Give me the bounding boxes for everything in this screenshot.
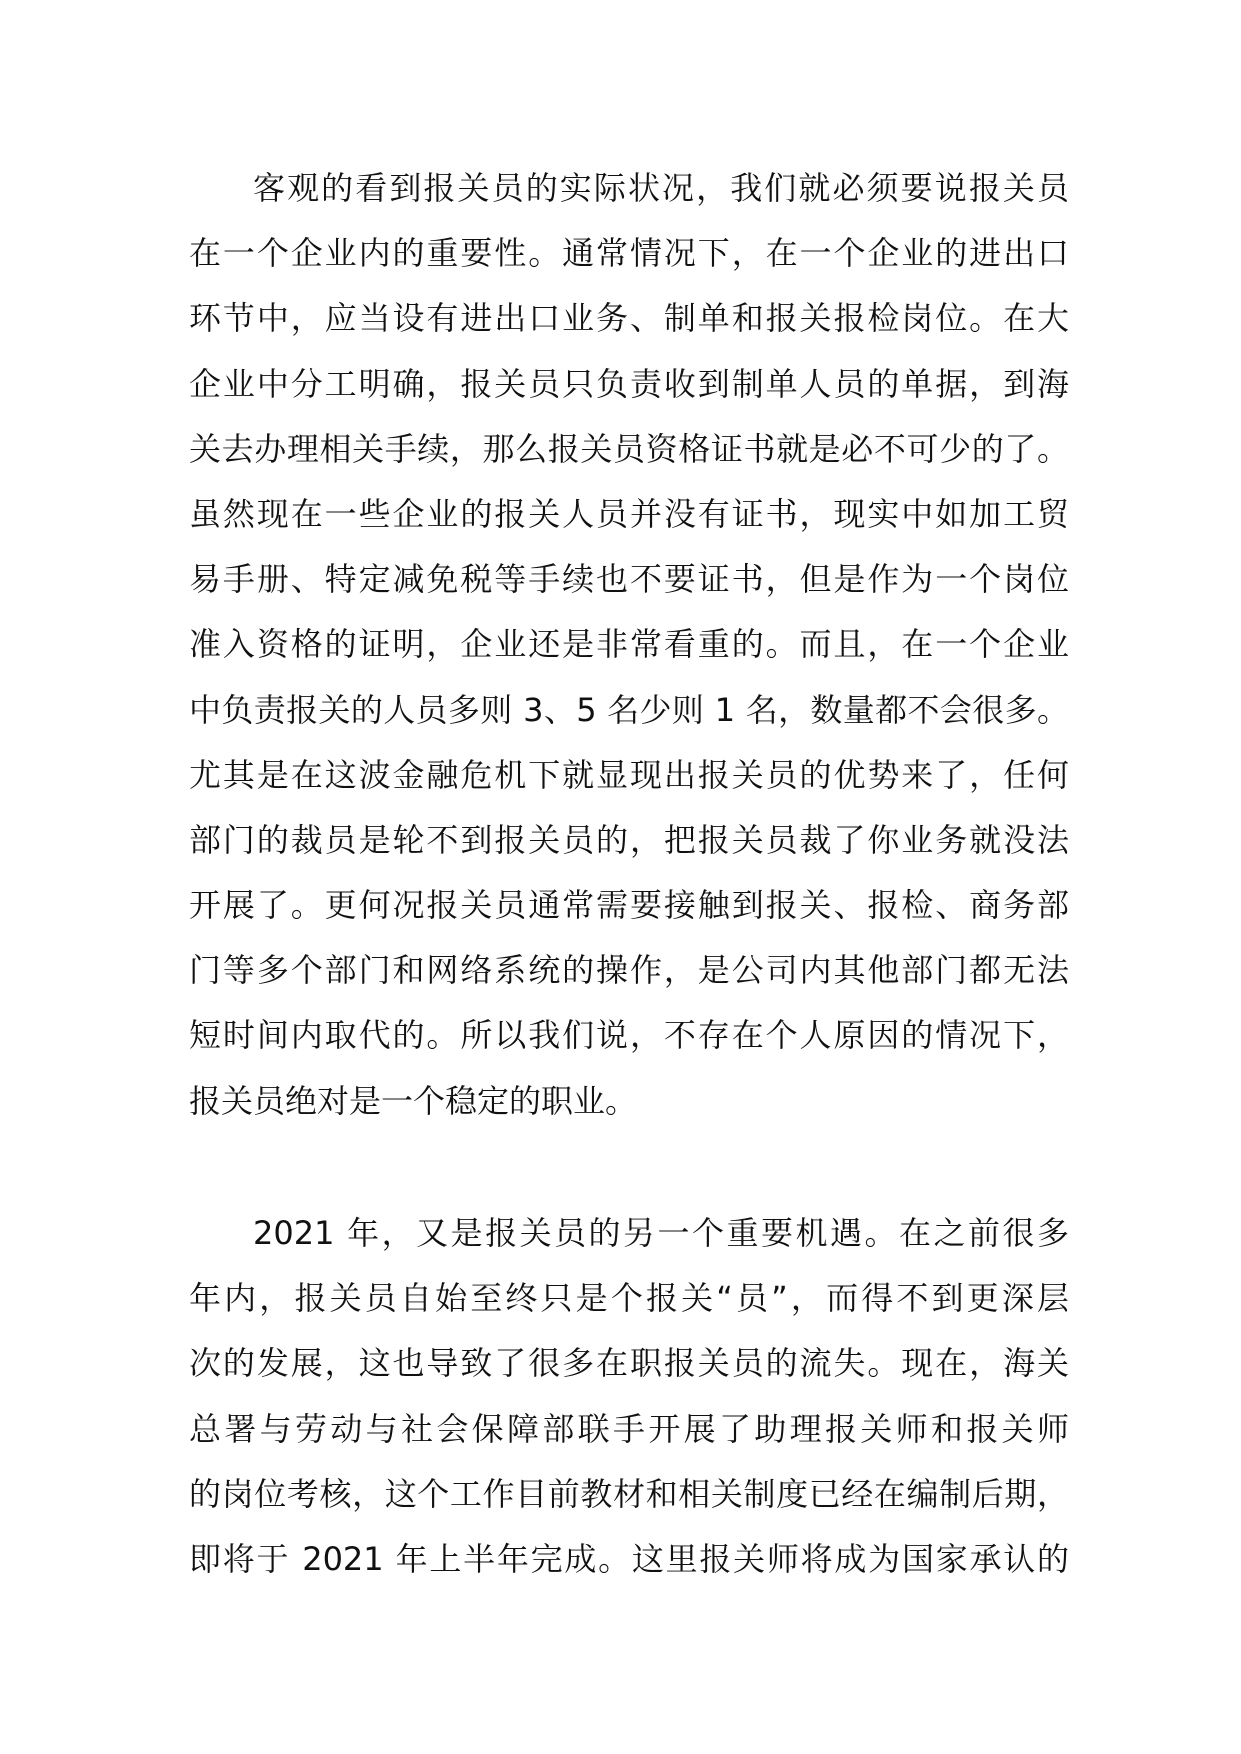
text-line: 开展了。更何况报关员通常需要接触到报关、报检、商务部 <box>189 886 1069 925</box>
text-line: 年内，报关员自始至终只是个报关“员”，而得不到更深层 <box>189 1279 1069 1318</box>
text-line: 部门的裁员是轮不到报关员的，把报关员裁了你业务就没法 <box>189 820 1069 859</box>
text-line: 客观的看到报关员的实际状况，我们就必须要说报关员 <box>253 169 1069 207</box>
text-line: 易手册、特定减免税等手续也不要证书，但是作为一个岗位 <box>189 560 1069 599</box>
text-line: 在一个企业内的重要性。通常情况下，在一个企业的进出口 <box>189 234 1069 273</box>
paragraph-2 <box>189 1207 1069 1598</box>
text-line: 尤其是在这波金融危机下就显现出报关员的优势来了，任何 <box>189 755 1069 794</box>
text-line: 中负责报关的人员多则 3、5 名少则 1 名，数量都不会很多。 <box>189 690 1069 729</box>
text-line: 关去办理相关手续，那么报关员资格证书就是必不可少的了。 <box>189 429 1069 468</box>
text-line: 总署与劳动与社会保障部联手开展了助理报关师和报关师 <box>189 1409 1069 1448</box>
text-line: 虽然现在一些企业的报关人员并没有证书，现实中如加工贸 <box>189 494 1069 533</box>
text-line: 的岗位考核，这个工作目前教材和相关制度已经在编制后期， <box>189 1474 1069 1513</box>
text-line: 2021 年，又是报关员的另一个重要机遇。在之前很多 <box>253 1214 1069 1252</box>
text-line: 企业中分工明确，报关员只负责收到制单人员的单据，到海 <box>189 364 1069 403</box>
text-line: 即将于 2021 年上半年完成。这里报关师将成为国家承认的 <box>189 1539 1069 1578</box>
text-line: 环节中，应当设有进出口业务、制单和报关报检岗位。在大 <box>189 299 1069 338</box>
text-line: 短时间内取代的。所以我们说，不存在个人原因的情况下， <box>189 1016 1069 1055</box>
paragraph-1 <box>189 162 1069 1140</box>
text-line: 门等多个部门和网络系统的操作，是公司内其他部门都无法 <box>189 951 1069 990</box>
text-line: 准入资格的证明，企业还是非常看重的。而且，在一个企业 <box>189 625 1069 664</box>
text-line: 次的发展，这也导致了很多在职报关员的流失。现在，海关 <box>189 1344 1069 1383</box>
text-line: 报关员绝对是一个稳定的职业。 <box>189 1081 638 1120</box>
